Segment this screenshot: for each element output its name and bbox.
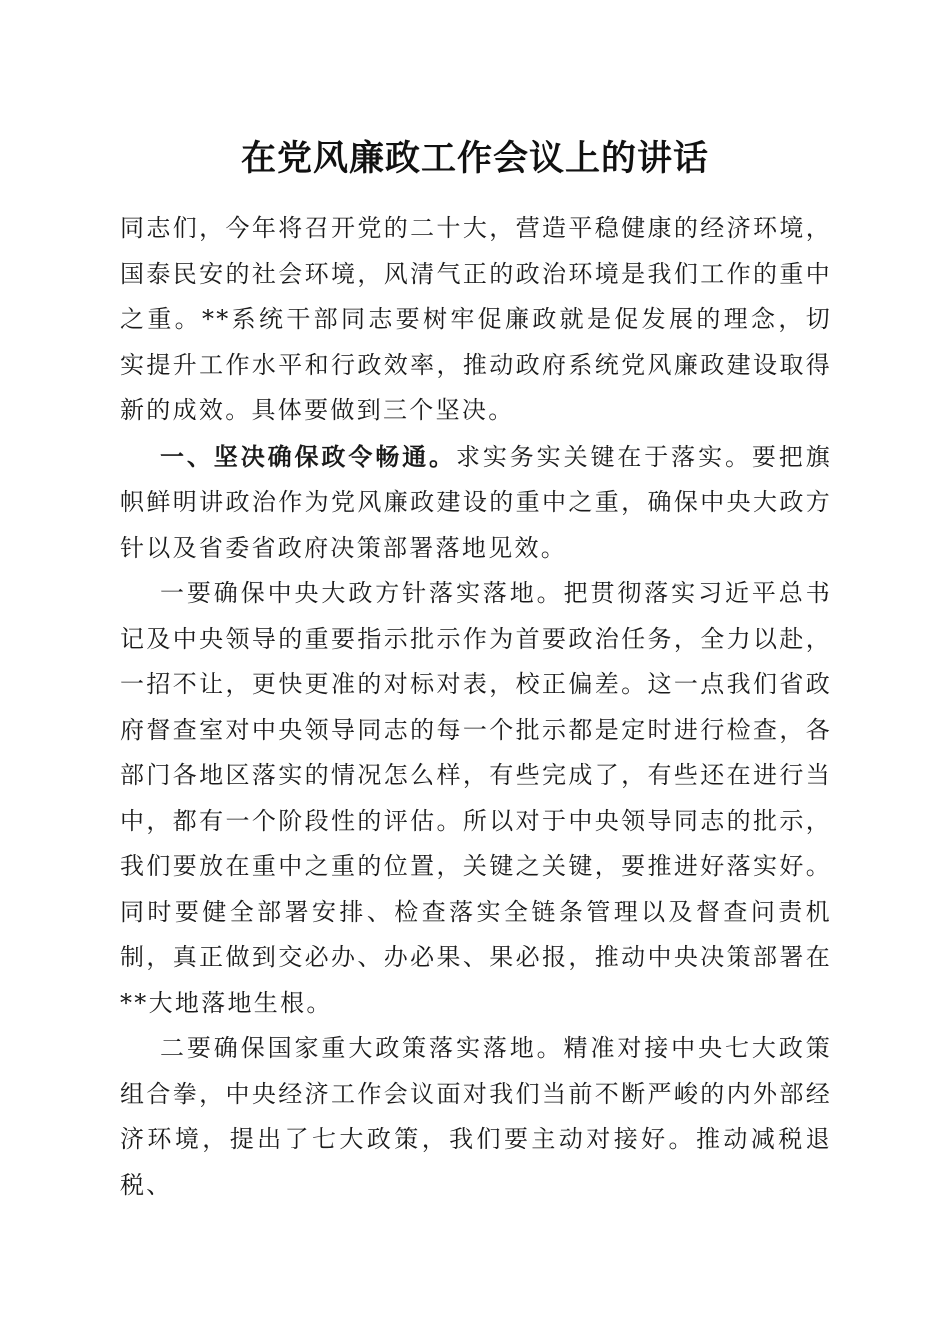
- paragraph-section-one: [120, 434, 832, 572]
- paragraph-text: 二要确保国家重大政策落实落地。精准对接中央七大政策组合拳，中央经济工作会议面对我们当前不断严峻的内外部经济环境，提出了七大政策，我们要主动对接好。推动减税退税、: [120, 1034, 832, 1199]
- document-title: 在党风廉政工作会议上的讲话: [240, 138, 709, 179]
- paragraph-text: 同志们，今年将召开党的二十大，营造平稳健康的经济环境，国泰民安的社会环境，风清气正的政治环境是我们工作的重中之重。**系统干部同志要树牢促廉政就是促发展的理念，切实提升工作水平和行政效率，推动政府系统党风廉政建设取得新的成效。具体要做到三个坚决。: [120, 214, 832, 424]
- section-heading: 一、坚决确保政令畅通。: [160, 441, 456, 471]
- paragraph-intro: [120, 206, 832, 434]
- paragraph-point-two: [120, 1026, 832, 1208]
- paragraph-point-one: [120, 571, 832, 1026]
- paragraph-text: 求实务实关键在于落实。要把旗帜鲜明讲政治作为党风廉政建设的重中之重，确保中央大政方针以及省委省政府决策部署落地见效。: [120, 442, 832, 562]
- paragraph-text: 一要确保中央大政方针落实落地。把贯彻落实习近平总书记及中央领导的重要指示批示作为首要政治任务，全力以赴，一招不让，更快更准的对标对表，校正偏差。这一点我们省政府督查室对中央领导同志的每一个批示都是定时进行检查，各部门各地区落实的情况怎么样，有些完成了，有些还在进行当中，都有一个阶段性的评估。所以对于中央领导同志的批示，我们要放在重中之重的位置，关键之关键，要推进好落实好。同时要健全部署安排、检查落实全链条管理以及督查问责机制，真正做到交必办、办必果、果必报，推动中央决策部署在**大地落地生根。: [120, 579, 832, 1017]
- document-body: [120, 206, 832, 1208]
